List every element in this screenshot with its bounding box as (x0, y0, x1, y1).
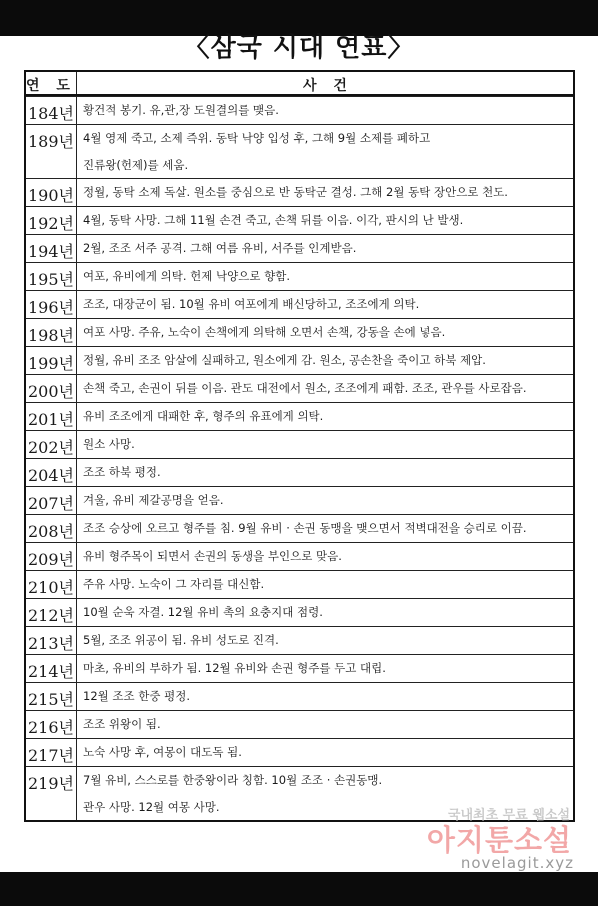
row-event (77, 711, 573, 738)
row-year: 184년 (26, 97, 77, 124)
row-event-line: 조조 하북 평정. (83, 465, 161, 479)
table-row (26, 570, 573, 598)
table-row (26, 318, 573, 346)
row-event-line: 7월 유비, 스스로를 한중왕이라 칭함. 10월 조조 · 손권동맹. (83, 773, 383, 787)
row-year: 204년 (26, 459, 77, 486)
row-event-line: 노숙 사망 후, 여몽이 대도독 됨. (83, 745, 242, 759)
row-event-line: 2월, 조조 서주 공격. 그해 여름 유비, 서주를 인계받음. (83, 241, 357, 255)
row-event-line: 정월, 유비 조조 암살에 실패하고, 원소에게 감. 원소, 공손찬을 죽이고 하북 제압. (83, 353, 486, 367)
row-year: 212년 (26, 599, 77, 626)
row-year: 213년 (26, 627, 77, 654)
row-year: 201년 (26, 403, 77, 430)
row-event-line: 황건적 봉기. 유,관,장 도원결의를 맺음. (83, 103, 279, 117)
row-year: 200년 (26, 375, 77, 402)
table-row (26, 178, 573, 206)
row-event-line: 5월, 조조 위공이 됨. 유비 성도로 진격. (83, 633, 279, 647)
row-event (77, 179, 573, 206)
table-row (26, 124, 573, 178)
row-event-line: 조조 위왕이 됨. (83, 717, 161, 731)
table-row (26, 514, 573, 542)
row-year: 195년 (26, 263, 77, 290)
row-event-line: 유비 조조에게 대패한 후, 형주의 유표에게 의탁. (83, 409, 324, 423)
row-year: 214년 (26, 655, 77, 682)
watermark-logo: 아지툰소설 (426, 823, 572, 857)
row-event (77, 97, 573, 124)
watermark-url: novelagit.xyz (460, 854, 574, 872)
row-year: 216년 (26, 711, 77, 738)
row-event-line: 4월 영제 죽고, 소제 즉위. 동탁 낙양 입성 후, 그해 9월 소제를 폐하고 (83, 131, 431, 145)
table-header (26, 72, 573, 96)
row-event (77, 487, 573, 514)
row-event (77, 655, 573, 682)
table-row (26, 682, 573, 710)
row-year: 209년 (26, 543, 77, 570)
row-event (77, 515, 573, 542)
row-event-line: 10월 순욱 자결. 12월 유비 촉의 요충지대 점령. (83, 605, 323, 619)
row-event (77, 683, 573, 710)
row-event-line: 손책 죽고, 손권이 뒤를 이음. 관도 대전에서 원소, 조조에게 패함. 조조, 관우를 사로잡음. (83, 381, 527, 395)
row-event-line: 여포, 유비에게 의탁. 헌제 낙양으로 향함. (83, 269, 290, 283)
row-year: 198년 (26, 319, 77, 346)
row-event (77, 459, 573, 486)
row-year: 210년 (26, 571, 77, 598)
row-year: 215년 (26, 683, 77, 710)
table-row (26, 710, 573, 738)
row-event-line: 4월, 동탁 사망. 그해 11월 손견 죽고, 손책 뒤를 이음. 이각, 판시의 난 발생. (83, 213, 464, 227)
table-row (26, 290, 573, 318)
watermark (400, 800, 578, 870)
table-row (26, 96, 573, 124)
row-event (77, 347, 573, 374)
row-year: 194년 (26, 235, 77, 262)
table-row (26, 374, 573, 402)
table-row (26, 486, 573, 514)
table-row (26, 654, 573, 682)
row-event (77, 235, 573, 262)
row-event (77, 291, 573, 318)
page-title: 〈삼국 시대 연표〉 (183, 33, 415, 63)
watermark-tagline: 국내최초 무료 웹소설 (447, 808, 570, 823)
row-event-line: 12월 조조 한중 평정. (83, 689, 191, 703)
row-event (77, 319, 573, 346)
row-year: 207년 (26, 487, 77, 514)
row-event-line: 원소 사망. (83, 437, 135, 451)
row-event (77, 125, 573, 178)
row-year: 190년 (26, 179, 77, 206)
row-year: 192년 (26, 207, 77, 234)
table-row (26, 402, 573, 430)
row-year: 196년 (26, 291, 77, 318)
row-event-line: 조조, 대장군이 됨. 10월 유비 여포에게 배신당하고, 조조에게 의탁. (83, 297, 420, 311)
row-event (77, 207, 573, 234)
row-event-line: 겨울, 유비 제갈공명을 얻음. (83, 493, 224, 507)
header-year: 연 도 (26, 72, 77, 94)
row-event-line: 여포 사망. 주유, 노숙이 손책에게 의탁해 오면서 손책, 강동을 손에 넣음. (83, 325, 446, 339)
row-year: 208년 (26, 515, 77, 542)
row-event (77, 543, 573, 570)
header-event: 사 건 (303, 78, 353, 94)
row-event (77, 375, 573, 402)
table-row (26, 234, 573, 262)
row-event-line: 관우 사망. 12월 여몽 사망. (83, 800, 220, 814)
row-event-line: 주유 사망. 노숙이 그 자리를 대신함. (83, 577, 265, 591)
bottom-black-bar (0, 872, 598, 906)
row-year: 189년 (26, 125, 77, 178)
table-row (26, 206, 573, 234)
row-event-line: 조조 승상에 오르고 형주를 침. 9월 유비 · 손권 동맹을 맺으면서 적벽대전을 승리로 이끔. (83, 521, 527, 535)
table-row (26, 626, 573, 654)
row-event-line: 마초, 유비의 부하가 됨. 12월 유비와 손권 형주를 두고 대립. (83, 661, 386, 675)
row-event (77, 431, 573, 458)
row-event (77, 263, 573, 290)
timeline-table (24, 70, 575, 822)
row-event-line: 진류왕(헌제)를 세움. (83, 158, 189, 172)
row-year: 217년 (26, 739, 77, 766)
row-year: 199년 (26, 347, 77, 374)
row-event (77, 599, 573, 626)
table-row (26, 346, 573, 374)
row-event (77, 403, 573, 430)
row-event-line: 정월, 동탁 소제 독살. 원소를 중심으로 반 동탁군 결성. 그해 2월 동탁 장안으로 천도. (83, 185, 508, 199)
table-row (26, 738, 573, 766)
table-row (26, 598, 573, 626)
row-event-line: 유비 형주목이 되면서 손권의 동생을 부인으로 맞음. (83, 549, 342, 563)
row-event (77, 571, 573, 598)
row-year: 219년 (26, 767, 77, 820)
table-row (26, 430, 573, 458)
table-row (26, 542, 573, 570)
table-row (26, 458, 573, 486)
row-event (77, 739, 573, 766)
table-row (26, 262, 573, 290)
row-year: 202년 (26, 431, 77, 458)
row-event (77, 627, 573, 654)
